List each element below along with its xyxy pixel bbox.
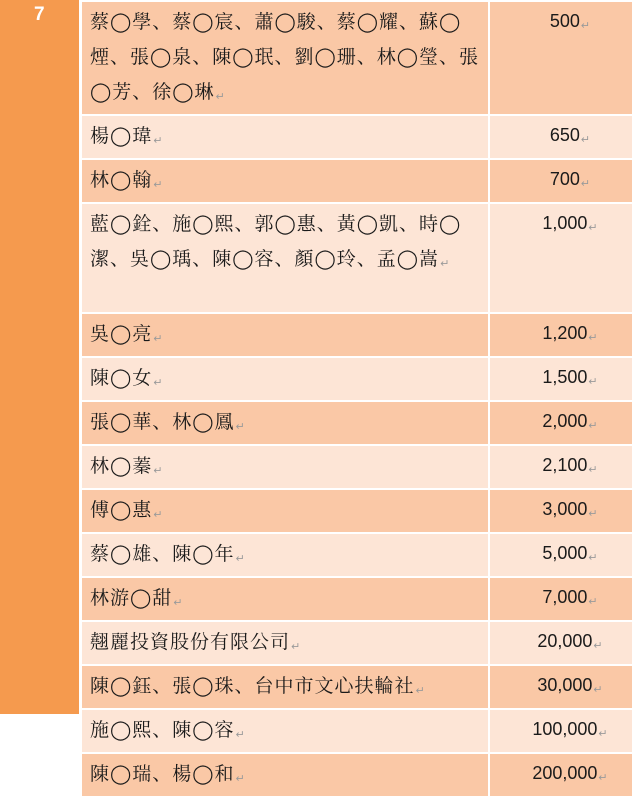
donor-table (80, 0, 632, 798)
amount-cell (489, 753, 632, 797)
paragraph-mark: ↵ (593, 684, 603, 696)
amount-cell (489, 203, 632, 313)
paragraph-mark: ↵ (235, 772, 246, 785)
donation-amount: 1,000 (542, 213, 588, 233)
paragraph-mark: ↵ (588, 332, 598, 344)
table-row (81, 533, 632, 577)
table-row (81, 115, 632, 159)
donor-names-cell (81, 445, 489, 489)
table-row (81, 203, 632, 313)
donation-amount: 20,000 (537, 631, 593, 651)
paragraph-mark: ↵ (588, 376, 598, 388)
donor-names-cell (81, 401, 489, 445)
paragraph-mark: ↵ (235, 420, 246, 433)
donor-names: 吳◯亮 (90, 323, 153, 345)
donation-amount: 500 (549, 11, 580, 31)
amount-cell (489, 577, 632, 621)
table-row (81, 577, 632, 621)
donor-names: 蔡◯雄、陳◯年 (90, 543, 235, 565)
paragraph-mark: ↵ (588, 222, 598, 234)
donor-names-cell (81, 313, 489, 357)
table-row (81, 401, 632, 445)
paragraph-mark: ↵ (588, 508, 598, 520)
table-row (81, 621, 632, 665)
donation-amount: 2,000 (542, 411, 588, 431)
donor-names: 翹麗投資股份有限公司 (90, 631, 291, 653)
table-row (81, 357, 632, 401)
donor-names: 傅◯惠 (90, 499, 153, 521)
paragraph-mark: ↵ (153, 332, 164, 345)
donor-names-cell (81, 115, 489, 159)
table-row (81, 445, 632, 489)
donor-names: 陳◯鈺、張◯珠、台中市文心扶輪社 (90, 675, 415, 697)
donor-names: 蔡◯學、蔡◯宸、蕭◯駿、蔡◯耀、蘇◯煙、張◯泉、陳◯珉、劉◯珊、林◯瑩、張◯芳、徐◯琳 (90, 11, 480, 103)
section-index-column (0, 0, 80, 714)
paragraph-mark: ↵ (598, 728, 608, 740)
donor-names-cell (81, 489, 489, 533)
amount-cell (489, 489, 632, 533)
paragraph-mark: ↵ (153, 464, 164, 477)
table-row (81, 665, 632, 709)
paragraph-mark: ↵ (593, 640, 603, 652)
donor-names-cell (81, 159, 489, 203)
paragraph-mark: ↵ (153, 508, 164, 521)
amount-cell (489, 709, 632, 753)
paragraph-mark: ↵ (291, 640, 302, 653)
paragraph-mark: ↵ (588, 596, 598, 608)
donation-amount: 700 (549, 169, 580, 189)
table-row (81, 1, 632, 115)
paragraph-mark: ↵ (215, 90, 226, 103)
donor-names: 林◯蓁 (90, 455, 153, 477)
paragraph-mark: ↵ (415, 684, 426, 697)
donor-names: 陳◯瑞、楊◯和 (90, 763, 235, 785)
donor-names-cell (81, 753, 489, 797)
paragraph-mark: ↵ (153, 376, 164, 389)
donor-names: 楊◯瑋 (90, 125, 153, 147)
table-row (81, 159, 632, 203)
donor-names: 施◯熙、陳◯容 (90, 719, 235, 741)
donor-names-cell (81, 533, 489, 577)
donor-names: 陳◯女 (90, 367, 153, 389)
donation-amount: 1,500 (542, 367, 588, 387)
paragraph-mark: ↵ (580, 134, 591, 146)
amount-cell (489, 401, 632, 445)
donor-names-cell (81, 1, 489, 115)
paragraph-mark: ↵ (580, 178, 591, 190)
donor-names: 張◯華、林◯鳳 (90, 411, 235, 433)
donation-amount: 30,000 (537, 675, 593, 695)
paragraph-mark: ↵ (235, 552, 246, 565)
paragraph-mark: ↵ (440, 257, 451, 270)
table-row (81, 709, 632, 753)
paragraph-mark: ↵ (588, 420, 598, 432)
amount-cell (489, 313, 632, 357)
paragraph-mark: ↵ (588, 552, 598, 564)
paragraph-mark: ↵ (153, 134, 164, 147)
donor-names: 藍◯銓、施◯熙、郭◯惠、黃◯凱、時◯潔、吳◯瑀、陳◯容、顏◯玲、孟◯嵩 (90, 213, 462, 270)
donor-names-cell (81, 665, 489, 709)
donation-amount: 650 (549, 125, 580, 145)
donation-amount: 1,200 (542, 323, 588, 343)
donor-names-cell (81, 203, 489, 313)
paragraph-mark: ↵ (580, 20, 591, 32)
section-number: 7 (34, 4, 45, 25)
paragraph-mark: ↵ (173, 596, 184, 609)
donation-amount: 3,000 (542, 499, 588, 519)
amount-cell (489, 115, 632, 159)
donation-amount: 5,000 (542, 543, 588, 563)
amount-cell (489, 533, 632, 577)
donor-names-cell (81, 709, 489, 753)
table-row (81, 313, 632, 357)
paragraph-mark: ↵ (598, 772, 608, 784)
amount-cell (489, 621, 632, 665)
donation-amount: 7,000 (542, 587, 588, 607)
amount-cell (489, 1, 632, 115)
donor-names-cell (81, 577, 489, 621)
donor-names: 林◯翰 (90, 169, 153, 191)
amount-cell (489, 159, 632, 203)
donor-names: 林游◯甜 (90, 587, 173, 609)
donor-names-cell (81, 621, 489, 665)
donor-names-cell (81, 357, 489, 401)
amount-cell (489, 665, 632, 709)
paragraph-mark: ↵ (235, 728, 246, 741)
donation-amount: 100,000 (532, 719, 598, 739)
donation-amount: 200,000 (532, 763, 598, 783)
amount-cell (489, 445, 632, 489)
donation-amount: 2,100 (542, 455, 588, 475)
paragraph-mark: ↵ (588, 464, 598, 476)
table-row (81, 489, 632, 533)
table-row (81, 753, 632, 797)
paragraph-mark: ↵ (153, 178, 164, 191)
amount-cell (489, 357, 632, 401)
